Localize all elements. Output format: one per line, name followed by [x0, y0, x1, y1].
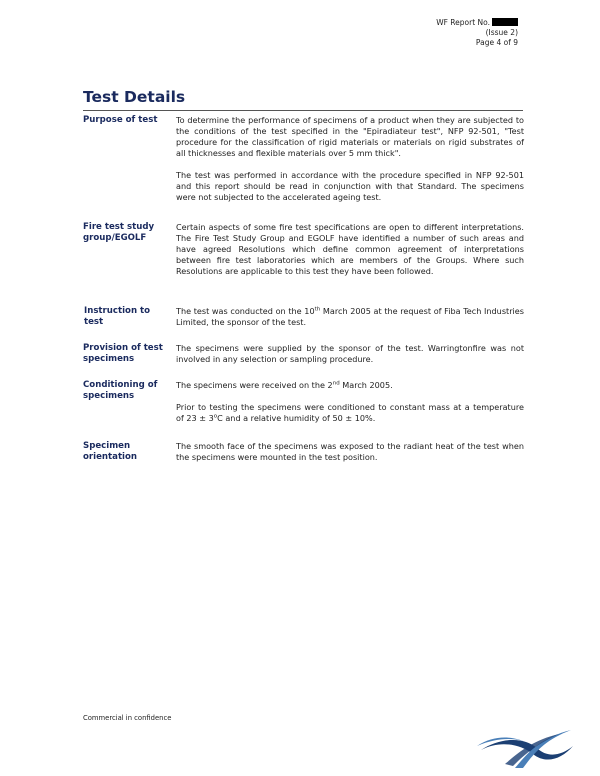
section-label: Provision of test specimens [83, 343, 163, 364]
logo-wing-light [515, 730, 571, 768]
section-body [176, 306, 524, 339]
section-body [176, 115, 524, 214]
paragraph: To determine the performance of specimens of a product when they are subjected to the conditions of the test specified in the "Epiradiateur test", NFP 92-501, "Test procedure for the classification of rigid materials or materials on rigid substrates of all thicknesses and flexible materials over 5 mm thick". [176, 115, 524, 158]
title-divider [83, 110, 523, 111]
text-run: C and a relative humidity of 50 ± 10%. [217, 413, 376, 423]
text-run: Prior to testing the specimens were conditioned to constant mass at a temperature of 23 ± 3 [176, 402, 524, 423]
text-run: The test was conducted on the 10 [176, 306, 315, 316]
section-label: Instruction to test [84, 306, 151, 327]
paragraph: Certain aspects of some fire test specifications are open to different interpretations. The Fire Test Study Group and EGOLF have identified a number of such areas and have agreed Resolutions which define common agreement of interpretations between fire test laboratories which are members of the Groups. Where such Resolutions are applicable to this test they have been followed. [176, 222, 524, 276]
redaction-box [492, 18, 518, 26]
issue-number: (Issue 2) [485, 28, 518, 37]
paragraph [176, 402, 524, 424]
text-run: The specimens were received on the 2 [176, 380, 333, 390]
section-label: Fire test study group/EGOLF [83, 222, 155, 243]
section-label: Conditioning of specimens [83, 380, 158, 401]
section-body [176, 441, 524, 474]
report-number-label: WF Report No. [436, 18, 490, 27]
section-body [176, 343, 524, 376]
superscript: nd [332, 380, 340, 387]
company-logo-icon [475, 724, 575, 770]
section-body [176, 222, 524, 288]
confidentiality-footer: Commercial in confidence [83, 714, 172, 722]
section-body [176, 380, 524, 435]
paragraph: The specimens were supplied by the sponsor of the test. Warringtonfire was not involved in any selection or sampling procedure. [176, 343, 524, 364]
superscript: o [213, 413, 218, 420]
page-title: Test Details [83, 88, 186, 106]
report-number [436, 18, 518, 28]
text-run: March 2005. [339, 380, 393, 390]
paragraph: The smooth face of the specimens was exposed to the radiant heat of the test when the specimens were mounted in the test position. [176, 441, 524, 462]
section-label: Specimen orientation [83, 441, 138, 462]
paragraph: The test was performed in accordance with the procedure specified in NFP 92-501 and this report should be read in conjunction with that Standard. The specimens were not subjected to the accelerated ageing test. [176, 170, 524, 202]
paragraph [176, 380, 524, 391]
report-header [436, 18, 518, 48]
paragraph [176, 306, 524, 328]
text-run: March 2005 at the request of Fiba Tech Industries Limited, the sponsor of the test. [176, 306, 524, 327]
superscript: th [314, 306, 321, 313]
page-number: Page 4 of 9 [475, 38, 518, 47]
section-label: Purpose of test [83, 115, 158, 125]
